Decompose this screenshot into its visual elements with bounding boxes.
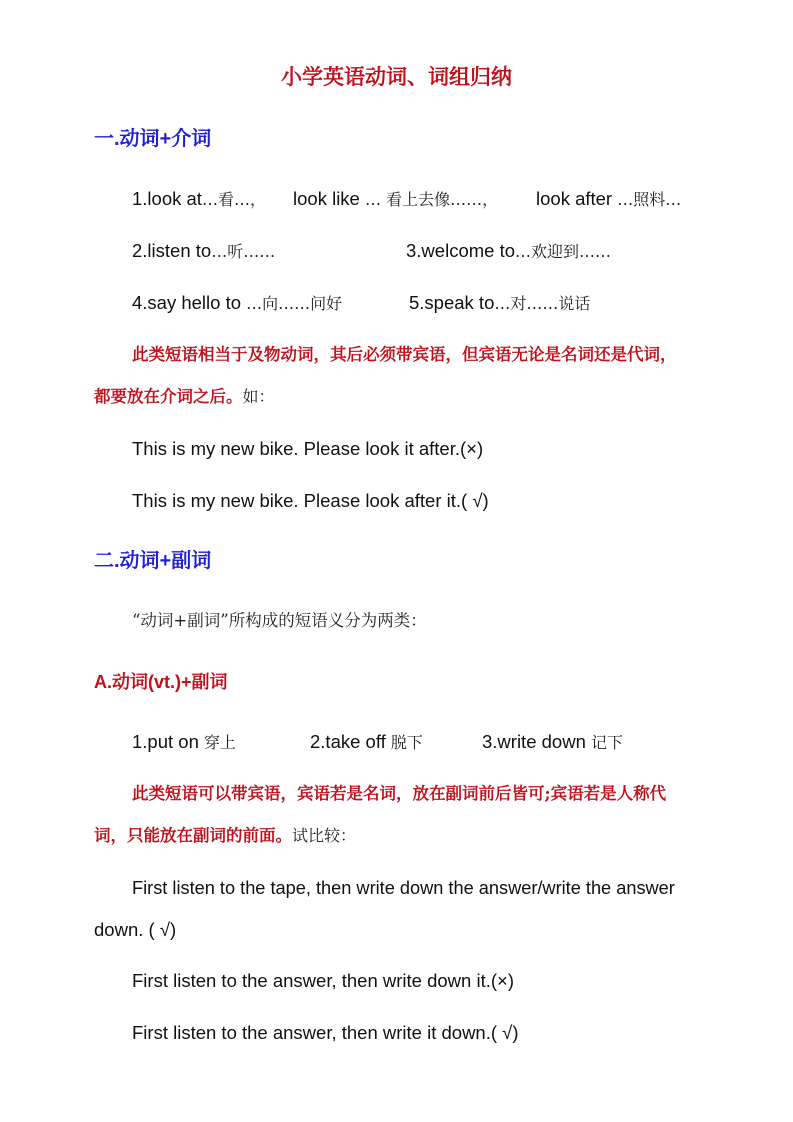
rule-note-line-1: 此类短语可以带宾语，宾语若是名词，放在副词前后皆可;宾语若是人称代 bbox=[132, 784, 667, 803]
phrase-cn: 记下 bbox=[591, 733, 624, 752]
phrase-cn: 穿上 bbox=[204, 733, 237, 752]
example-text: down. bbox=[94, 919, 144, 940]
example-text: This is my new bike. Please look it after. bbox=[132, 438, 460, 459]
phrase-speak-to bbox=[409, 290, 590, 317]
section-heading-verb-adverb: 二.动词+副词 bbox=[94, 550, 212, 572]
phrase-en: 2.listen to bbox=[132, 240, 212, 261]
phrase-cn: …欢迎到…… bbox=[515, 242, 612, 261]
phrase-welcome-to bbox=[406, 238, 611, 265]
rule-note-text: 都要放在介词之后。 bbox=[94, 387, 243, 406]
phrase-cn: …看…， bbox=[201, 190, 266, 209]
example-sentence-wrong bbox=[132, 436, 483, 462]
section-heading-verb-preposition: 一.动词+介词 bbox=[94, 128, 212, 150]
phrase-put-on bbox=[132, 729, 236, 756]
phrase-cn: 脱下 bbox=[390, 733, 423, 752]
phrase-listen-to bbox=[132, 238, 275, 265]
example-mark: ( √) bbox=[461, 490, 489, 511]
phrase-en: 5.speak to bbox=[409, 292, 495, 313]
example-mark: (×) bbox=[460, 438, 484, 459]
phrase-cn: … 看上去像……， bbox=[364, 190, 499, 209]
rule-note-suffix: 试比较： bbox=[292, 826, 357, 845]
phrase-en: 2.take off bbox=[310, 731, 386, 752]
phrase-en: 1.put on bbox=[132, 731, 199, 752]
phrase-look-like bbox=[293, 186, 498, 213]
phrase-en: 3.write down bbox=[482, 731, 586, 752]
example-sentence-correct bbox=[132, 1020, 518, 1046]
example-mark: (×) bbox=[490, 970, 514, 991]
phrase-en: 3.welcome to bbox=[406, 240, 515, 261]
example-text: First listen to the answer, then write down it. bbox=[132, 970, 491, 991]
rule-note-line-2 bbox=[94, 384, 742, 410]
phrase-en: look like bbox=[293, 188, 360, 209]
phrase-say-hello-to bbox=[132, 290, 342, 317]
example-sentence-continued bbox=[94, 917, 176, 943]
phrase-en: 4.say hello to bbox=[132, 292, 242, 313]
phrase-look-after bbox=[536, 186, 681, 213]
rule-note-suffix: 如： bbox=[242, 387, 275, 406]
example-text: First listen to the answer, then write it down. bbox=[132, 1022, 491, 1043]
example-mark: ( √) bbox=[490, 1022, 519, 1043]
rule-note-text: 词，只能放在副词的前面。 bbox=[94, 826, 292, 845]
phrase-cn: …听…… bbox=[211, 242, 276, 261]
phrase-line-1 bbox=[132, 186, 266, 213]
phrase-take-off bbox=[310, 729, 423, 756]
example-sentence-line-1: First listen to the tape, then write down the answer/write the answer bbox=[132, 878, 675, 898]
example-mark: ( √) bbox=[148, 919, 177, 940]
phrase-cn: …向……问好 bbox=[246, 294, 343, 313]
phrase-en: look after bbox=[536, 188, 613, 209]
phrase-cn: …对……说话 bbox=[494, 294, 591, 313]
phrase-en: 1.look at bbox=[132, 188, 202, 209]
example-sentence-wrong bbox=[132, 968, 514, 994]
example-text: This is my new bike. Please look after it. bbox=[132, 490, 462, 511]
example-sentence-correct bbox=[132, 488, 489, 514]
section-intro: “动词+副词”所构成的短语义分为两类： bbox=[132, 611, 427, 630]
sub-heading-vt-adverb: A.动词(vt.)+副词 bbox=[94, 672, 228, 692]
phrase-write-down bbox=[482, 729, 623, 756]
document-title: 小学英语动词、词组归纳 bbox=[281, 64, 512, 89]
rule-note-line-1: 此类短语相当于及物动词，其后必须带宾语，但宾语无论是名词还是代词， bbox=[132, 345, 677, 364]
rule-note-line-2 bbox=[94, 823, 742, 849]
phrase-cn: …照料… bbox=[617, 190, 682, 209]
